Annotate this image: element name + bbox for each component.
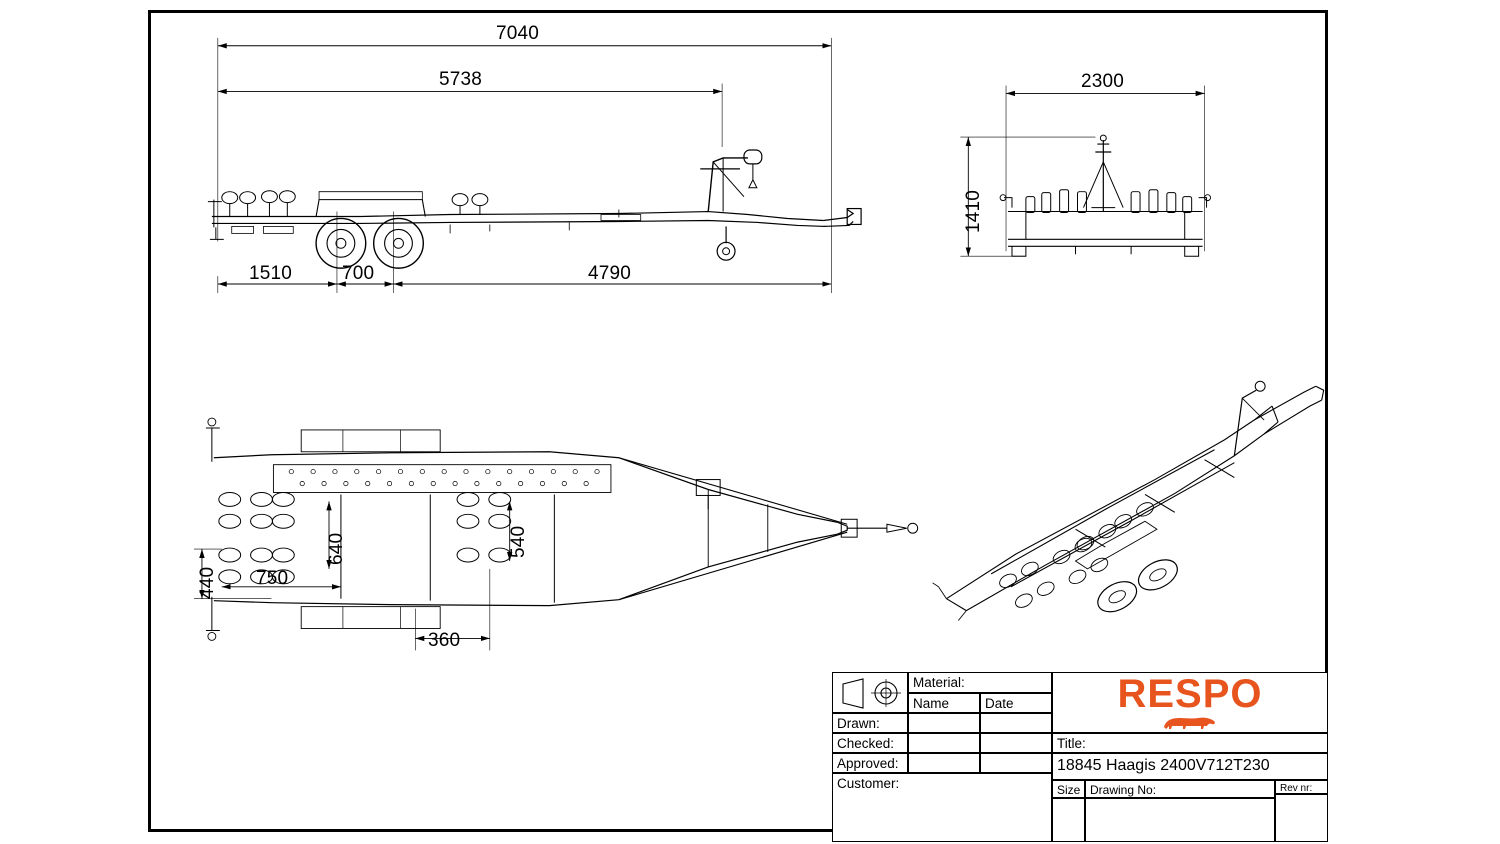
rev-value[interactable] [1275,794,1328,842]
dim-360: 360 [428,630,461,651]
first-angle-projection-icon [833,673,909,714]
dim-750: 750 [256,568,289,589]
dim-540: 540 [508,525,529,558]
brand-logo [1052,672,1328,733]
checked-name-value[interactable] [908,733,980,753]
dim-440: 440 [197,566,218,599]
drawn-label: Drawn: [832,713,908,733]
bull-icon [1160,715,1220,731]
title-value: 18845 Haagis 2400V712T230 [1052,753,1328,780]
brand-name: RESPO [1117,671,1263,716]
drawn-date-value[interactable] [980,713,1052,733]
drawing-sheet [148,10,1328,832]
dim-700: 700 [342,263,375,284]
size-label: Size [1052,780,1085,798]
title-label: Title: [1052,733,1328,753]
dim-1410: 1410 [963,189,984,233]
approved-name-value[interactable] [908,753,980,773]
date-label: Date [980,693,1052,713]
approved-label: Approved: [832,753,908,773]
title-block [832,672,1328,842]
dim-1510: 1510 [249,263,293,284]
dim-4790: 4790 [588,263,632,284]
dim-7040: 7040 [496,23,540,44]
checked-label: Checked: [832,733,908,753]
drawing-no-value[interactable] [1085,798,1275,842]
material-label: Material: [908,672,1052,693]
dim-2300: 2300 [1081,71,1125,92]
dim-5738: 5738 [439,69,483,90]
approved-date-value[interactable] [980,753,1052,773]
customer-label: Customer: [832,773,1052,842]
dim-640: 640 [326,532,347,565]
name-label: Name [908,693,980,713]
drawn-name-value[interactable] [908,713,980,733]
checked-date-value[interactable] [980,733,1052,753]
drawing-no-label: Drawing No: [1085,780,1275,798]
rev-label: Rev nr: [1275,780,1328,794]
size-value[interactable] [1052,798,1085,842]
projection-symbol-cell [832,672,908,713]
